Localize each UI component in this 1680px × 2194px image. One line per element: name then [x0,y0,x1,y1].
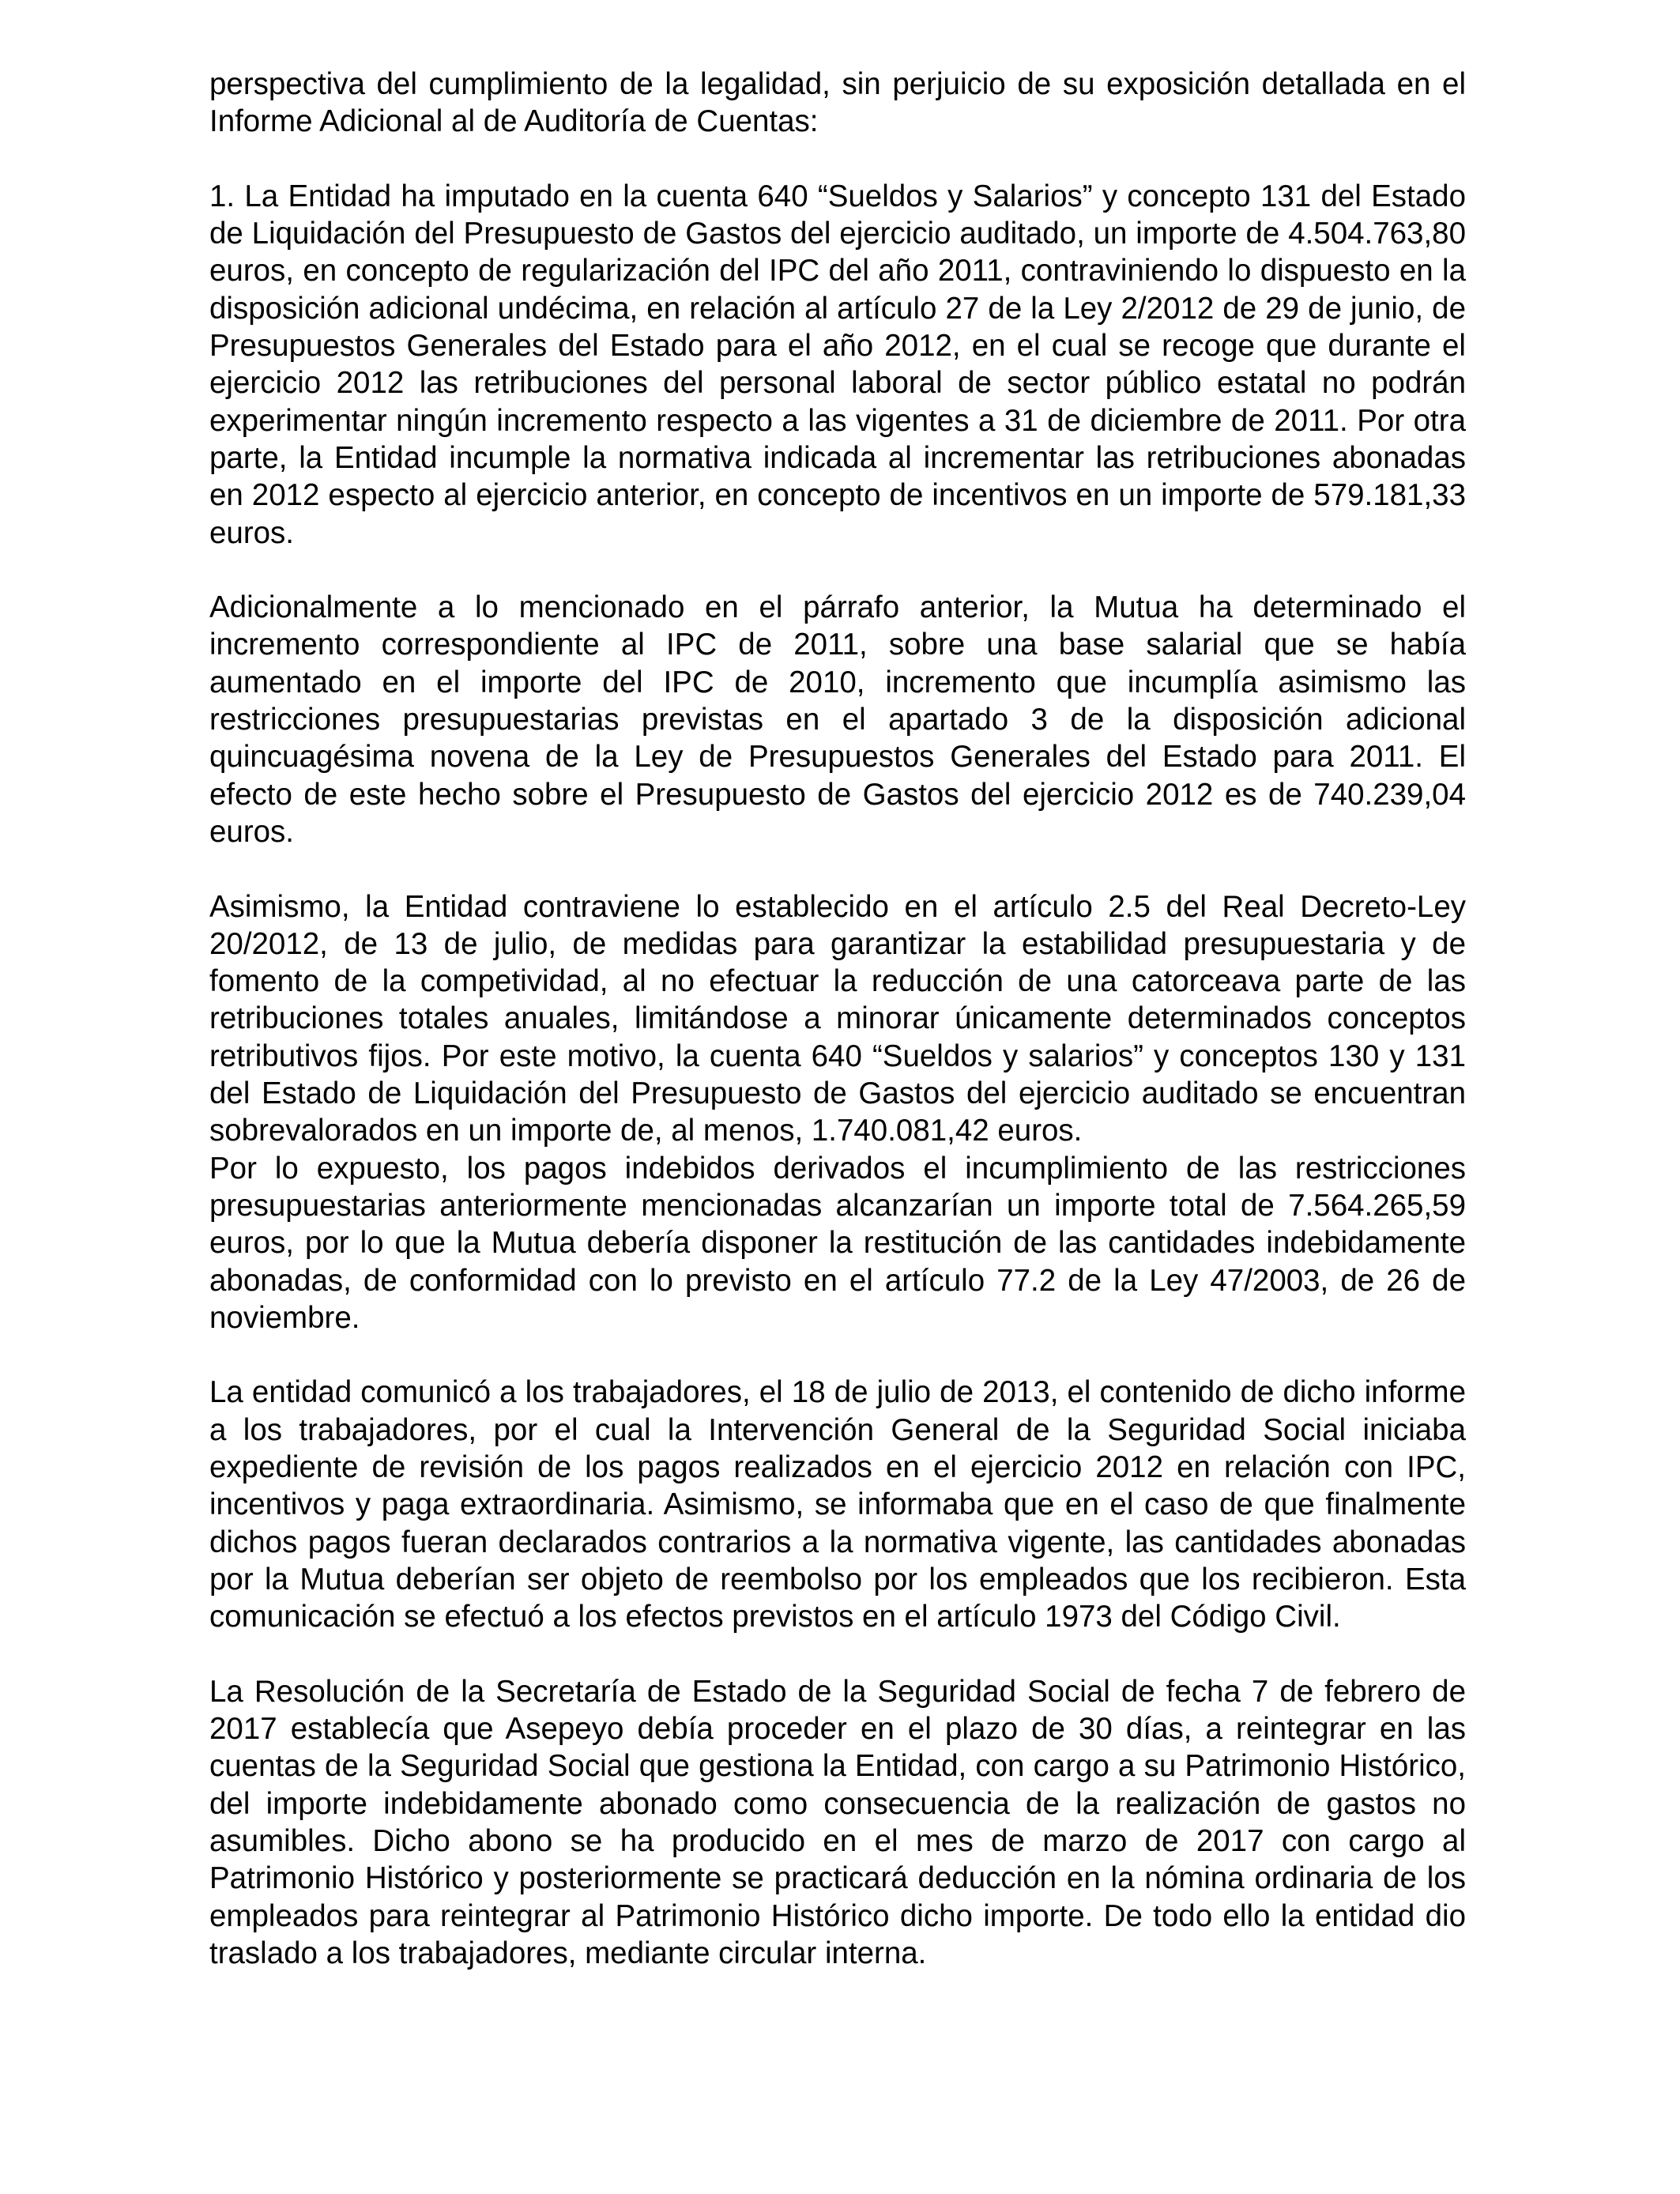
paragraph-spacer [209,1336,1466,1374]
paragraph-pagos-indebidos: Por lo expuesto, los pagos indebidos derivados el incumplimiento de las restricciones presupuestarias anteriormente mencionadas alcanzarían un importe total de 7.564.265,59 euros, por lo que la Mutua debería disponer la restitución de las cantidades indebidamente abonadas, de conformidad con lo previsto en el artículo 77.2 de la Ley 47/2003, de 26 de noviembre. [209,1151,1466,1335]
paragraph-spacer [209,552,1466,589]
paragraph-ipc-2011: Adicionalmente a lo mencionado en el párrafo anterior, la Mutua ha determinado el incremento correspondiente al IPC de 2011, sobre una base salarial que se había aumentado en el importe del IPC de 2010, incremento que incumplía asimismo las restricciones presupuestarias previstas en el apartado 3 de la disposición adicional quincuagésima novena de la Ley de Presupuestos Generales del Estado para 2011. El efecto de este hecho sobre el Presupuesto de Gastos del ejercicio 2012 es de 740.239,04 euros. [209,590,1466,849]
paragraph-spacer [209,850,1466,888]
document-body [209,66,1466,1972]
paragraph-spacer [209,1635,1466,1672]
paragraph-resolucion: La Resolución de la Secretaría de Estado de la Seguridad Social de fecha 7 de febrero de 2017 establecía que Asepeyo debía proceder en el plazo de 30 días, a reintegrar en las cuentas de la Seguridad Social que gestiona la Entidad, con cargo a su Patrimonio Histórico, del importe indebidamente abonado como consecuencia de la realización de gastos no asumibles. Dicho abono se ha producido en el mes de marzo de 2017 con cargo al Patrimonio Histórico y posteriormente se practicará deducción en la nómina ordinaria de los empleados para reintegrar al Patrimonio Histórico dicho importe. De todo ello la entidad dio traslado a los trabajadores, mediante circular interna. [209,1674,1466,1970]
paragraph-real-decreto: Asimismo, la Entidad contraviene lo establecido en el artículo 2.5 del Real Decreto-Ley 20/2012, de 13 de julio, de medidas para garantizar la estabilidad presupuestaria y de fomento de la competividad, al no efectuar la reducción de una catorceava parte de las retribuciones totales anuales, limitándose a minorar únicamente determinados conceptos retributivos fijos. Por este motivo, la cuenta 640 “Sueldos y salarios” y conceptos 130 y 131 del Estado de Liquidación del Presupuesto de Gastos del ejercicio auditado se encuentran sobrevalorados en un importe de, al menos, 1.740.081,42 euros. [209,889,1466,1148]
paragraph-intro-continuation: perspectiva del cumplimiento de la legalidad, sin perjuicio de su exposición detallada en el Informe Adicional al de Auditoría de Cuentas: [209,67,1466,139]
paragraph-spacer [209,141,1466,178]
paragraph-point-1: 1. La Entidad ha imputado en la cuenta 640 “Sueldos y Salarios” y concepto 131 del Estado de Liquidación del Presupuesto de Gastos del ejercicio auditado, un importe de 4.504.763,80 euros, en concepto de regularización del IPC del año 2011, contraviniendo lo dispuesto en la disposición adicional undécima, en relación al artículo 27 de la Ley 2/2012 de 29 de junio, de Presupuestos Generales del Estado para el año 2012, en el cual se recoge que durante el ejercicio 2012 las retribuciones del personal laboral de sector público estatal no podrán experimentar ningún incremento respecto a las vigentes a 31 de diciembre de 2011. Por otra parte, la Entidad incumple la normativa indicada al incrementar las retribuciones abonadas en 2012 especto al ejercicio anterior, en concepto de incentivos en un importe de 579.181,33 euros. [209,179,1466,550]
paragraph-comunicacion-trabajadores: La entidad comunicó a los trabajadores, el 18 de julio de 2013, el contenido de dicho informe a los trabajadores, por el cual la Intervención General de la Seguridad Social iniciaba expediente de revisión de los pagos realizados en el ejercicio 2012 en relación con IPC, incentivos y paga extraordinaria. Asimismo, se informaba que en el caso de que finalmente dichos pagos fueran declarados contrarios a la normativa vigente, las cantidades abonadas por la Mutua deberían ser objeto de reembolso por los empleados que los recibieron. Esta comunicación se efectuó a los efectos previstos en el artículo 1973 del Código Civil. [209,1375,1466,1634]
